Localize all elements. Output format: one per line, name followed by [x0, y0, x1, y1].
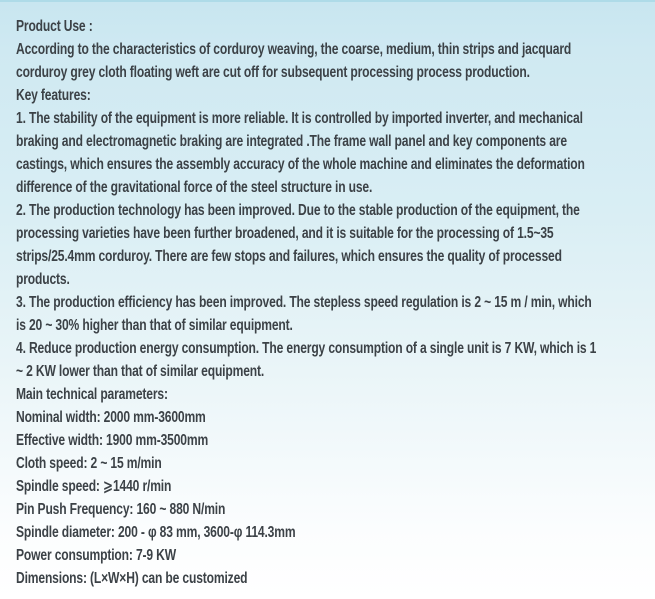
parameter-line: Effective width: 1900 mm-3500mm — [16, 432, 209, 449]
paragraph-line: processing varieties have been further broadened, and it is suitable for the processing of 1.5~35 — [16, 225, 554, 242]
product-use-heading: Product Use : — [16, 18, 93, 35]
section-product-use — [16, 15, 655, 84]
product-description-text — [16, 15, 655, 590]
paragraph-line: braking and electromagnetic braking are integrated .The frame wall panel and key components are — [16, 133, 567, 150]
parameter-line: Cloth speed: 2 ~ 15 m/min — [16, 455, 162, 472]
paragraph-line: castings, which ensures the assembly accuracy of the whole machine and eliminates the deformation — [16, 156, 585, 173]
paragraph-line: corduroy grey cloth floating weft are cut off for subsequent processing process production. — [16, 64, 530, 81]
paragraph-line: is 20 ~ 30% higher than that of similar equipment. — [16, 317, 293, 334]
paragraph-line: difference of the gravitational force of the steel structure in use. — [16, 179, 373, 196]
parameter-line: Dimensions: (L×W×H) can be customized — [16, 570, 248, 587]
paragraph-line: products. — [16, 271, 70, 288]
parameter-line: Power consumption: 7-9 KW — [16, 547, 176, 564]
technical-parameters-heading: Main technical parameters: — [16, 386, 168, 403]
paragraph-line: 2. The production technology has been improved. Due to the stable production of the equipment, the — [16, 202, 580, 219]
paragraph-line: 4. Reduce production energy consumption. The energy consumption of a single unit is 7 KW, which is 1 — [16, 340, 597, 357]
paragraph-line: ~ 2 KW lower than that of similar equipment. — [16, 363, 265, 380]
parameter-line: Pin Push Frequency: 160 ~ 880 N/min — [16, 501, 226, 518]
paragraph-line: According to the characteristics of corduroy weaving, the coarse, medium, thin strips and jacquard — [16, 41, 572, 58]
paragraph-line: 3. The production efficiency has been improved. The stepless speed regulation is 2 ~ 15 m / min, which — [16, 294, 592, 311]
parameter-line: Nominal width: 2000 mm-3600mm — [16, 409, 206, 426]
parameter-line: Spindle speed: ⩾1440 r/min — [16, 478, 172, 495]
paragraph-line: 1. The stability of the equipment is more reliable. It is controlled by imported inverter, and mechanical — [16, 110, 583, 127]
paragraph-line: strips/25.4mm corduroy. There are few stops and failures, which ensures the quality of processed — [16, 248, 562, 265]
section-technical-parameters — [16, 383, 655, 590]
parameter-line: Spindle diameter: 200 - φ 83 mm, 3600-φ 114.3mm — [16, 524, 296, 541]
section-key-features — [16, 84, 655, 383]
key-features-heading: Key features: — [16, 87, 91, 104]
